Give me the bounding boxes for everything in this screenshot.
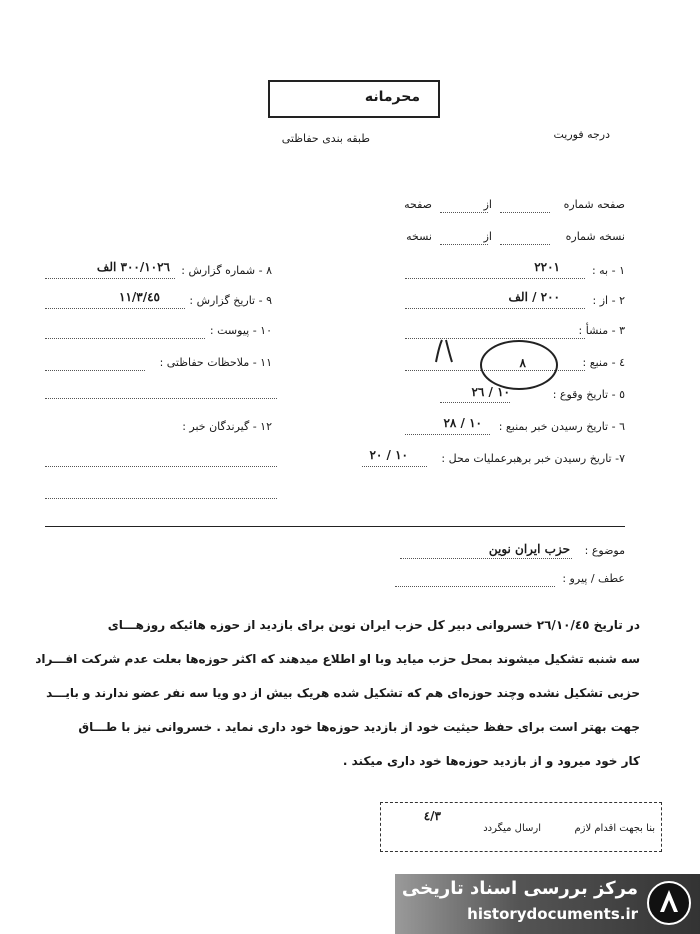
- subject-line: [400, 558, 572, 559]
- archive-watermark: [395, 874, 700, 934]
- field-to-line: [405, 278, 585, 279]
- page-number-label: صفحه شماره: [563, 198, 625, 211]
- field-security-notes-line-2: [45, 398, 277, 399]
- field-security-notes-label: ۱۱ - ملاحظات حفاظتی :: [159, 356, 272, 369]
- classification-label: طبقه بندی حفاظتی: [281, 132, 370, 145]
- field-report-date-value: ٤٥/۱۱/۳: [119, 290, 160, 304]
- field-report-date-label: ۹ - تاریخ گزارش :: [189, 294, 272, 307]
- field-security-notes-line: [45, 370, 145, 371]
- field-from-value: ۲۰۰ / الف: [508, 290, 560, 304]
- field-report-number-label: ۸ - شماره گزارش :: [181, 264, 272, 277]
- reference-label: عطف / پیرو :: [562, 572, 625, 585]
- dispatch-ref-number: ۳/٤: [423, 809, 441, 823]
- field-recipients-label: ۱۲ - گیرندگان خبر :: [182, 420, 272, 433]
- field-from-line: [405, 308, 585, 309]
- field-recipients-line-1: [45, 466, 277, 467]
- field-source-receipt-date-line: [405, 434, 490, 435]
- field-local-receipt-date-line: [362, 466, 427, 467]
- field-occurrence-date-value: ۱۰ / ۲٦: [471, 385, 510, 399]
- source-circle-mark: [480, 340, 558, 390]
- field-to-label: ۱ - به :: [591, 264, 625, 277]
- classification-stamp: [268, 80, 440, 118]
- field-source-label: ٤ - منبع :: [582, 356, 625, 369]
- dispatch-action-text: بنا بجهت اقدام لازم: [574, 823, 655, 834]
- field-occurrence-date-line: [440, 402, 510, 403]
- field-origin-label: ۳ - منشأ :: [578, 324, 625, 337]
- page-total-line: [440, 212, 488, 213]
- dispatch-stamp: [380, 802, 662, 852]
- field-from-label: ۲ - از :: [592, 294, 625, 307]
- field-occurrence-date-label: ٥ - تاریخ وقوع :: [552, 388, 625, 401]
- handwritten-mark: [432, 336, 456, 366]
- field-source-receipt-date-label: ٦ - تاریخ رسیدن خبر بمنبع :: [498, 420, 625, 433]
- body-line-3: حزبی تشکیل نشده وچند حوزه‌ای هم که تشکیل شده هریک بیش از دو ویا سه نفر عضو ندارند و بایـــد: [46, 686, 640, 700]
- body-line-2: سه شنبه تشکیل میشوند بمحل حزب میاید وبا او اطلاع میدهند که اکثر حوزه‌ها بعلت عدم شرکت افـــراد: [35, 652, 640, 666]
- stamp-text: محرمانه: [364, 89, 420, 105]
- field-attachment-label: ۱۰ - پیوست :: [209, 324, 272, 337]
- field-local-receipt-date-value: ۱۰ / ۲۰: [369, 448, 408, 462]
- field-source-value: ۸: [519, 356, 526, 370]
- dispatch-sent-text: ارسال میگردد: [483, 823, 541, 834]
- copy-word: نسخه: [406, 230, 432, 243]
- body-line-5: کار خود میرود و از بازدید حوزه‌ها خود داری میکند .: [342, 754, 640, 768]
- archive-title: مرکز بررسی اسناد تاریخی: [401, 878, 638, 899]
- field-report-number-line: [45, 278, 175, 279]
- field-to-value: ۲۲۰۱: [534, 260, 560, 274]
- page-of-label: از: [483, 198, 492, 211]
- reference-line: [395, 586, 555, 587]
- field-report-number-value: ۳۰۰/۱۰۲٦ الف: [96, 260, 170, 274]
- body-line-1: در تاریخ ٢٦/١٠/٤٥ خسروانی دبیر کل حزب ایران نوین برای بازدید از حوزه هائیکه روزهـــای: [107, 618, 640, 632]
- subject-label: موضوع :: [584, 544, 625, 557]
- page-word: صفحه: [404, 198, 432, 211]
- copy-of-label: از: [483, 230, 492, 243]
- field-source-receipt-date-value: ۱۰ / ۲۸: [443, 416, 482, 430]
- archive-logo-icon: [646, 880, 692, 926]
- copy-total-line: [440, 244, 488, 245]
- body-line-4: جهت بهتر است برای حفظ حیثیت خود از بازدید حوزه‌ها خود داری نماید . خسروانی نیز با طـــاق: [78, 720, 640, 734]
- section-divider: [45, 526, 625, 527]
- field-attachment-line: [45, 338, 205, 339]
- subject-value: حزب ایران نوین: [488, 542, 570, 556]
- archive-url: historydocuments.ir: [467, 905, 638, 923]
- copy-number-label: نسخه شماره: [565, 230, 625, 243]
- priority-label: درجه فوریت: [553, 128, 610, 141]
- field-recipients-line-2: [45, 498, 277, 499]
- page-number-line: [500, 212, 550, 213]
- copy-number-line: [500, 244, 550, 245]
- field-local-receipt-date-label: ۷- تاریخ رسیدن خبر برهبرعملیات محل :: [441, 452, 625, 465]
- field-report-date-line: [45, 308, 185, 309]
